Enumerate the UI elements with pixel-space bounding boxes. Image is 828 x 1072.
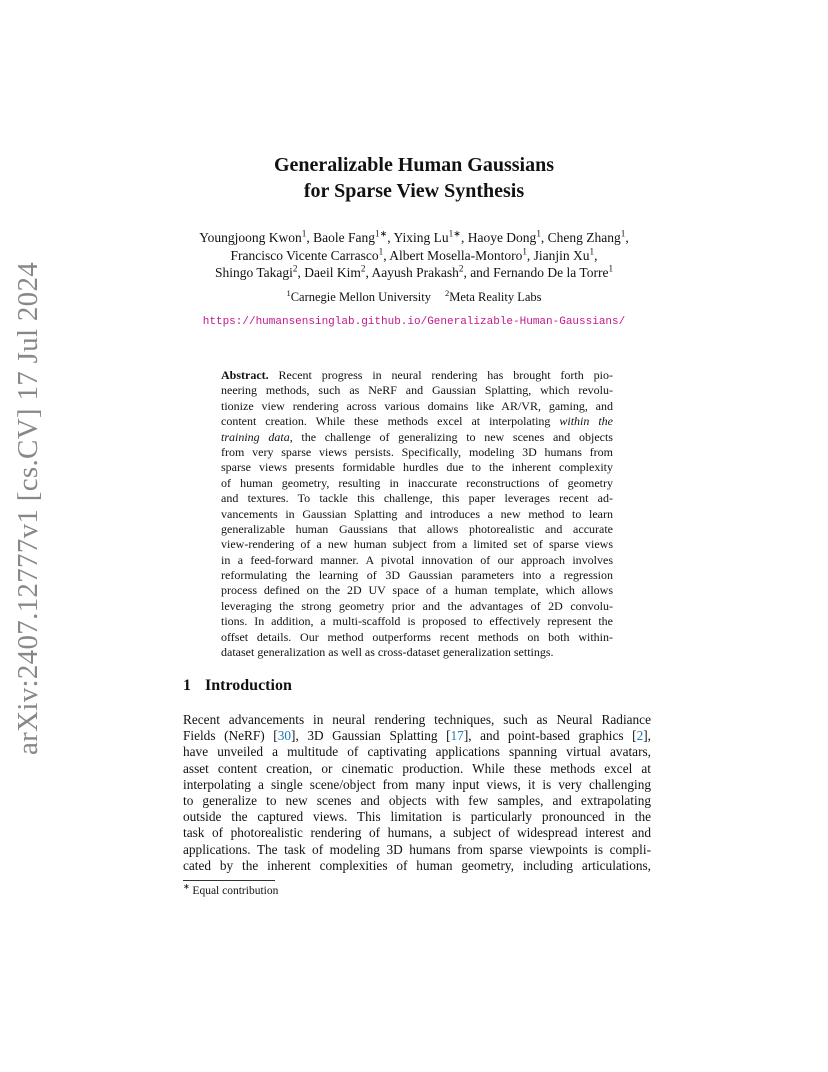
abstract-line xyxy=(221,491,613,506)
citation-link[interactable]: 17 xyxy=(450,728,464,744)
abstract-emphasis: training data xyxy=(221,429,290,444)
abstract-text: in a feed-forward manner. A pivotal innovation of our approach involves xyxy=(221,552,613,567)
footnote xyxy=(183,882,279,897)
author-name: Yixing Lu xyxy=(393,230,449,245)
abstract-line xyxy=(221,645,613,660)
abstract-line xyxy=(221,537,613,552)
abstract-text: vancements in Gaussian Splatting and introduces a new method to learn xyxy=(221,506,613,521)
section-number: 1 xyxy=(183,677,191,694)
author-affiliation-mark: 1 xyxy=(608,263,614,274)
affiliation-name: Meta Reality Labs xyxy=(449,290,542,304)
author-name: Daeil Kim xyxy=(304,265,361,280)
abstract-text: Recent progress in neural rendering has brought forth pio- xyxy=(268,368,613,382)
affiliation xyxy=(444,287,542,304)
author-name: Aayush Prakash xyxy=(371,265,459,280)
intro-line xyxy=(183,842,651,858)
abstract-text: generalizable human Gaussians that allows photorealistic and accurate xyxy=(221,521,613,536)
author-affiliation-mark: 1 xyxy=(378,246,384,256)
author-name: Jianjin Xu xyxy=(533,247,590,263)
abstract-line xyxy=(221,445,613,460)
author-affiliation-mark: 1∗ xyxy=(375,228,388,239)
intro-text: task of photorealistic rendering of humans, a subject of widespread interest and xyxy=(183,825,651,841)
abstract-text: and textures. To tackle this challenge, this paper leverages recent ad- xyxy=(221,491,613,506)
project-url-link[interactable]: https://humansensinglab.github.io/Generalizable-Human-Gaussians/ xyxy=(202,316,626,328)
introduction-body xyxy=(183,712,651,874)
abstract-line xyxy=(221,414,613,429)
abstract-emphasis: within the xyxy=(559,414,613,429)
author-name: Fernando De la Torre xyxy=(493,265,609,280)
abstract-line xyxy=(221,430,613,445)
author-affiliation-mark: 1 xyxy=(589,246,595,256)
author-name: Baole Fang xyxy=(313,230,375,245)
author-name: Francisco Vicente Carrasco xyxy=(230,247,379,263)
intro-text: applications. The task of modeling 3D humans from sparse viewpoints is compli- xyxy=(183,841,651,857)
author-name: Youngjoong Kwon xyxy=(199,230,302,245)
abstract-text: content creation. While these methods excel at interpolating xyxy=(221,414,560,429)
abstract-line xyxy=(221,368,613,383)
author-line: Francisco Vicente Carrasco$^1$, Albert Mosella-Montoro$^1$, Jianjin Xu$^1$, xyxy=(230,246,598,263)
abstract-line xyxy=(221,383,613,398)
abstract-line xyxy=(221,614,613,629)
intro-line xyxy=(183,761,651,777)
title-line-2: for Sparse View Synthesis xyxy=(303,180,525,202)
intro-text: asset content creation, or cinematic production. While these methods excel at xyxy=(183,760,651,776)
title-line-1: Generalizable Human Gaussians xyxy=(273,154,555,176)
abstract-line xyxy=(221,399,613,414)
abstract-line xyxy=(221,583,613,598)
affiliation-list xyxy=(0,287,828,305)
author-affiliation-mark: 2 xyxy=(360,263,366,274)
abstract-text: leveraging the strong geometry prior and the advantages of 2D convolu- xyxy=(221,598,613,613)
abstract-text: tions. In addition, a multi-scaffold is proposed to effectively represent the xyxy=(221,614,613,629)
author-name: Haoye Dong xyxy=(467,230,537,245)
abstract-label: Abstract. xyxy=(221,368,269,382)
affiliation-name: Carnegie Mellon University xyxy=(290,290,431,304)
author-affiliation-mark: 1 xyxy=(522,246,527,256)
intro-text: interpolating a single scene/object from many input views, it is very challenging xyxy=(183,776,651,792)
author-name: Albert Mosella-Montoro xyxy=(389,247,523,263)
abstract-line xyxy=(221,630,613,645)
abstract-line xyxy=(221,522,613,537)
author-line: Shingo Takagi$^2$, Daeil Kim$^2$, Aayush Prakash$^2$, and Fernando De la Torre$^1$ xyxy=(214,263,614,280)
footnote-text: Equal contribution xyxy=(192,885,279,897)
abstract-text: view-rendering of a new human subject from a limited set of sparse views xyxy=(221,537,613,552)
author-name: Cheng Zhang xyxy=(547,230,621,245)
intro-text: ], 3D Gaussian Splatting [ xyxy=(291,728,451,744)
intro-text: Recent advancements in neural rendering techniques, such as Neural Radiance xyxy=(183,712,651,727)
footnote-rule xyxy=(183,880,275,881)
citation-link[interactable]: 30 xyxy=(277,728,292,744)
author-affiliation-mark: 1 xyxy=(536,228,541,239)
intro-text: have unveiled a multitude of captivating applications spanning virtual avatars, xyxy=(183,744,651,760)
abstract-text: from very sparse views persists. Specifically, modeling 3D humans from xyxy=(221,444,613,459)
arxiv-identifier-stamp: arXiv:2407.12777v1 [cs.CV] 17 Jul 2024 xyxy=(12,261,44,755)
intro-line xyxy=(183,728,651,744)
abstract-line xyxy=(221,599,613,614)
abstract-line xyxy=(221,553,613,568)
intro-text: ], xyxy=(643,728,651,744)
abstract-text: of human geometry, resulting in inaccurate reconstructions of geometry xyxy=(221,475,613,490)
abstract-text: neering methods, such as NeRF and Gaussian Splatting, which revolu- xyxy=(221,383,613,398)
intro-line xyxy=(183,793,651,809)
intro-line xyxy=(183,858,651,874)
footnote-mark: ∗ xyxy=(183,882,190,892)
intro-text: ], and point-based graphics [ xyxy=(463,728,637,744)
abstract-line xyxy=(221,460,613,475)
intro-line xyxy=(183,809,651,825)
author-list xyxy=(150,229,678,282)
abstract-line xyxy=(221,507,613,522)
author-affiliation-mark: 2 xyxy=(458,263,464,274)
abstract-line xyxy=(221,476,613,491)
affiliation xyxy=(286,287,431,304)
abstract-text: offset details. Our method outperforms recent methods on both within- xyxy=(221,629,613,644)
author-affiliation-mark: 1 xyxy=(301,228,307,239)
intro-line xyxy=(183,744,651,760)
abstract-text: process defined on the 2D UV space of a human template, which allows xyxy=(221,583,613,598)
author-affiliation-mark: 1∗ xyxy=(448,228,461,239)
abstract-block xyxy=(221,368,613,660)
intro-line xyxy=(183,825,651,841)
abstract-text: dataset generalization as well as cross-dataset generalization settings. xyxy=(221,645,554,660)
author-affiliation-mark: 2 xyxy=(292,263,298,274)
section-heading xyxy=(183,677,292,695)
affiliation-mark: 1 xyxy=(286,287,291,298)
intro-text: outside the captured views. This limitation is particularly pronounced in the xyxy=(183,809,651,825)
intro-line xyxy=(183,777,651,793)
author-line: Youngjoong Kwon$^1$, Baole Fang$^{1∗}$, Yixing $Lu^{1∗}$, Haoye Dong$^1$, Cheng Zhang$^1$, xyxy=(199,228,629,245)
abstract-text: tionize view rendering across various domains like AR/VR, gaming, and xyxy=(221,398,613,413)
paper-title xyxy=(0,152,828,204)
abstract-line xyxy=(221,568,613,583)
intro-text: to generalize to new scenes and objects with few samples, and extrapolating xyxy=(183,792,651,808)
author-affiliation-mark: 1 xyxy=(620,228,626,239)
section-title: Introduction xyxy=(205,677,292,694)
abstract-text: reformulating the learning of 3D Gaussian parameters into a regression xyxy=(221,568,613,583)
abstract-text: sparse views presents formidable hurdles due to the inherent complexity xyxy=(221,460,613,475)
affiliation-mark: 2 xyxy=(444,287,450,298)
intro-text: Fields (NeRF) [ xyxy=(183,728,278,744)
intro-text: cated by the inherent complexities of human geometry, including articulations, xyxy=(183,857,651,873)
author-name: Shingo Takagi xyxy=(214,265,293,280)
intro-line xyxy=(183,712,651,728)
citation-link[interactable]: 2 xyxy=(636,728,644,744)
abstract-text: , the challenge of generalizing to new scenes and objects xyxy=(289,429,613,444)
